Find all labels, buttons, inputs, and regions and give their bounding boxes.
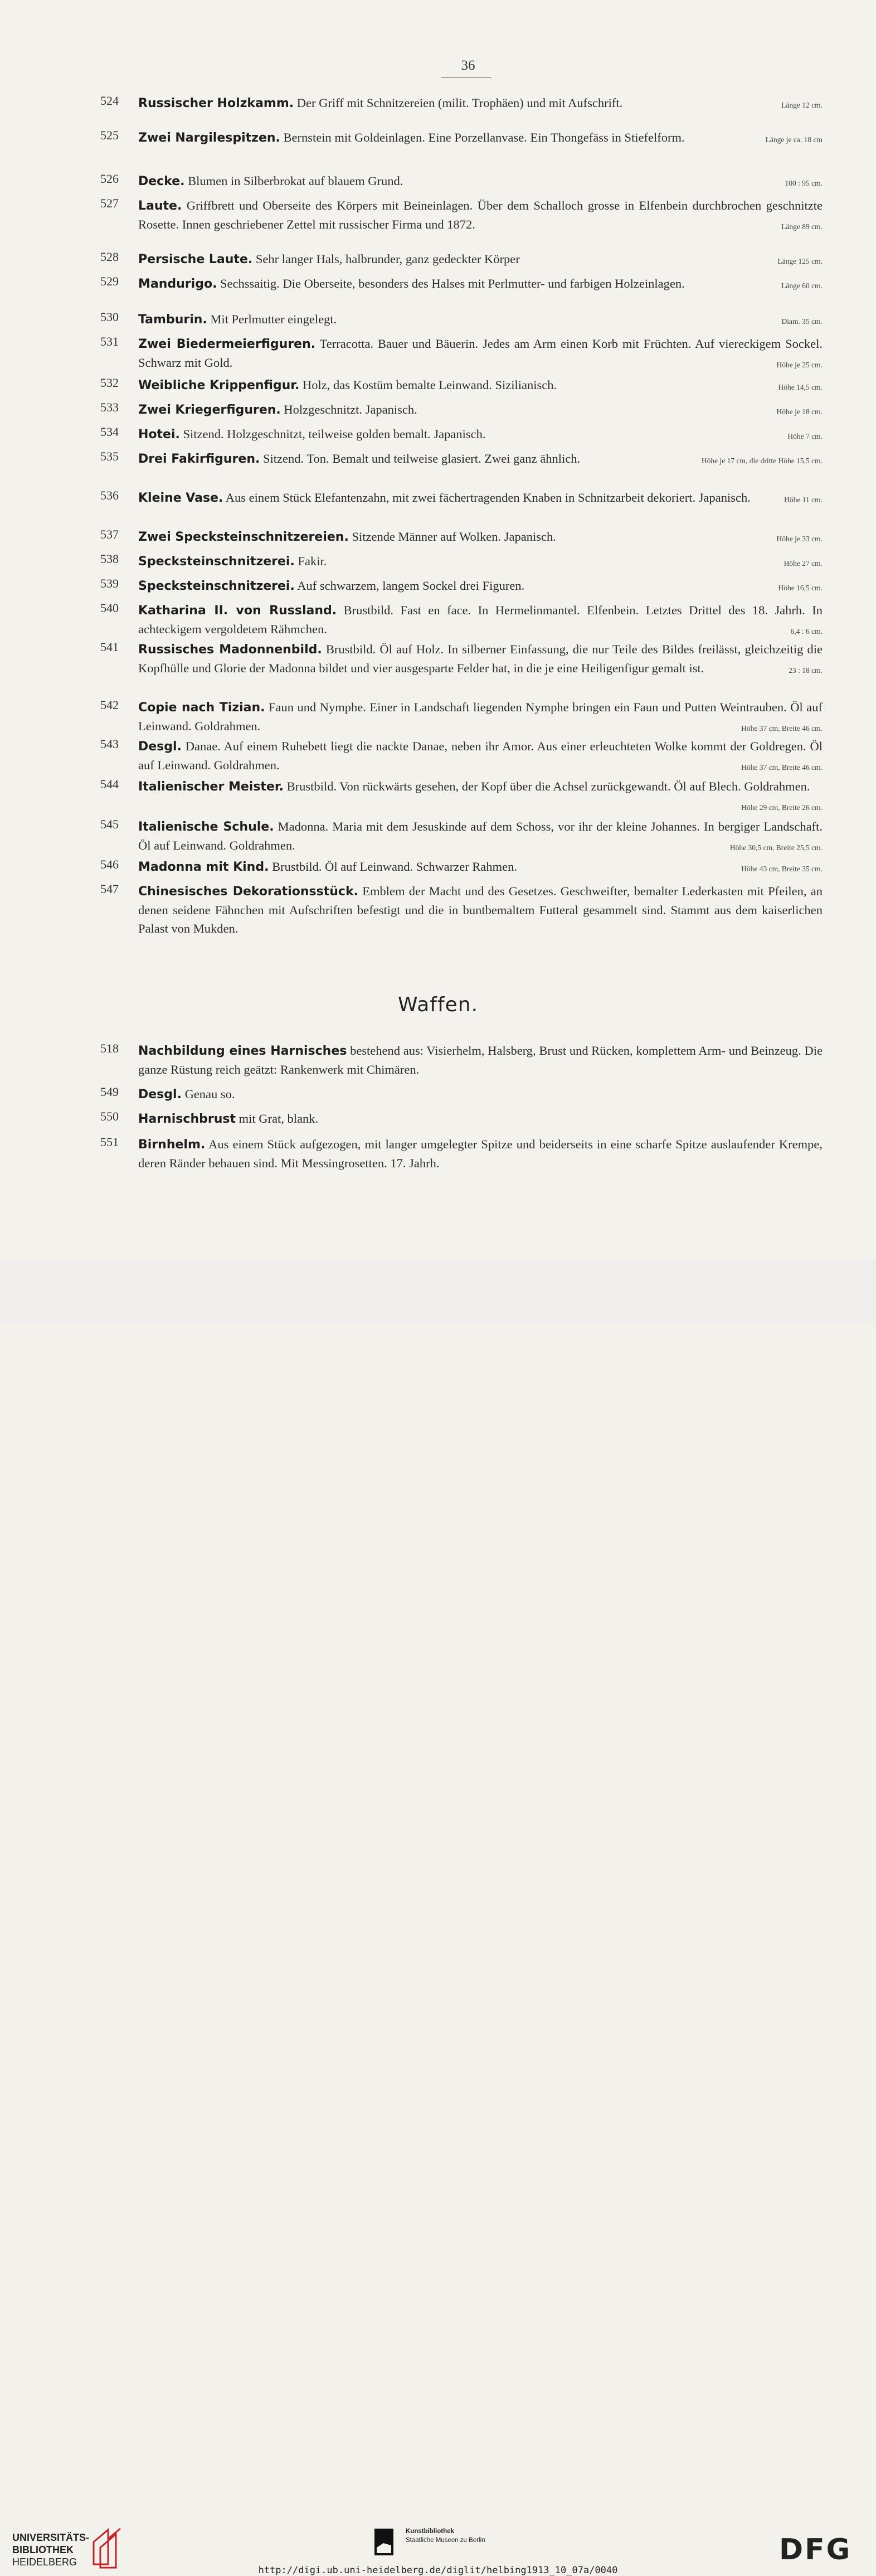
entry-body — [138, 552, 823, 571]
entry-number: 528 — [100, 250, 119, 264]
entry-title: Zwei Specksteinschnitzereien. — [138, 530, 349, 544]
entry-description: Madonna. Maria mit dem Jesuskinde auf dem Schoss, vor ihr der kleine Johannes. In bergiger Landschaft. Öl auf Leinwand. Goldrahmen. — [138, 819, 823, 852]
entry-body — [138, 250, 823, 269]
entry-body — [138, 376, 823, 395]
entry-number: 529 — [100, 274, 119, 288]
entry-number: 536 — [100, 488, 119, 502]
footer-bar — [0, 1260, 876, 2576]
catalog-entry — [100, 601, 823, 641]
entry-number: 543 — [100, 737, 119, 751]
entry-dimensions: Höhe 11 cm. — [784, 496, 823, 504]
entry-dimensions: Höhe 30,5 cm, Breite 25,5 cm. — [729, 843, 823, 852]
entry-dimensions: Höhe 16,5 cm. — [778, 584, 823, 592]
entry-description: Holz, das Kostüm bemalte Leinwand. Sizilianisch. — [299, 378, 557, 392]
entry-title: Specksteinschnitzerei. — [138, 579, 295, 593]
ub-line-1: UNIVERSITÄTS- — [12, 2532, 90, 2543]
entry-body — [138, 400, 823, 419]
entry-dimensions: 23 : 18 cm. — [789, 666, 823, 675]
entry-dimensions: Höhe 7 cm. — [787, 432, 823, 440]
entry-number: 547 — [100, 882, 119, 896]
kunstbibliothek-logo-icon[interactable] — [374, 2529, 393, 2555]
entry-description: Blumen in Silberbrokat auf blauem Grund. — [184, 174, 403, 188]
entry-description: Terracotta. Bauer und Bäuerin. Jedes am Arm einen Korb mit Früchten. Auf viereckigem Sockel. Schwarz mit Gold. — [138, 337, 823, 370]
entry-dimensions: Höhe 14,5 cm. — [778, 383, 823, 391]
catalog-entry — [100, 425, 823, 445]
entry-dimensions: Länge je ca. 18 cm — [765, 135, 823, 144]
entry-title: Zwei Kriegerfiguren. — [138, 403, 281, 417]
entry-body — [138, 274, 823, 293]
entry-body — [138, 1041, 823, 1079]
entry-body — [138, 777, 823, 812]
entry-body — [138, 737, 823, 774]
catalog-entry — [100, 334, 823, 374]
entry-title: Chinesisches Dekorationsstück. — [138, 885, 358, 899]
kb-line-1: Kunstbibliothek — [406, 2528, 454, 2535]
entry-description: Aus einem Stück aufgezogen, mit langer umgelegter Spitze und beiderseits in eine scharfe Spitze auslaufender Krempe, deren Ränder behauen sind. Mit Messingrosetten. 17. Jahrh. — [138, 1137, 823, 1170]
entry-dimensions: Länge 60 cm. — [781, 282, 823, 290]
entry-title: Russisches Madonnenbild. — [138, 643, 322, 657]
entry-title: Mandurigo. — [138, 277, 217, 291]
entry-description: Fakir. — [294, 554, 327, 568]
entry-description: Griffbrett und Oberseite des Körpers mit Beineinlagen. Über dem Schalloch grosse in Elfenbein durchbrochen geschnitzte Rosette. Innen geschriebener Zettel mit russischer Firma und 1872. — [138, 198, 823, 231]
entry-body — [138, 449, 823, 468]
entry-body — [138, 882, 823, 938]
entry-title: Nachbildung eines Harnisches — [138, 1044, 347, 1058]
entry-body — [138, 196, 823, 234]
catalog-entry — [100, 274, 823, 295]
catalog-entry — [100, 817, 823, 857]
entry-body — [138, 576, 823, 595]
catalog-entry — [100, 527, 823, 548]
permalink-url[interactable]: http://digi.ub.uni-heidelberg.de/diglit/helbing1913_10_07a/0040 — [258, 2565, 618, 2576]
entry-number: 527 — [100, 196, 119, 210]
entry-description: Bernstein mit Goldeinlagen. Eine Porzellanvase. Ein Thongefäss in Stiefelform. — [280, 130, 685, 144]
entry-dimensions: Länge 12 cm. — [781, 101, 823, 109]
entry-description: Der Griff mit Schnitzereien (milit. Trophäen) und mit Aufschrift. — [294, 96, 623, 110]
entry-description: Brustbild. Öl auf Holz. In silberner Einfassung, die nur Teile des Bildes freilässt, gleichzeitig die Kopfhülle und Glorie der Madonna bildet und vier ausgesparte Felder hat, in die je eine Heiligenfigur gemalt ist. — [138, 642, 823, 675]
entry-body — [138, 601, 823, 638]
entry-description: Brustbild. Von rückwärts gesehen, der Kopf über die Achsel zurückgewandt. Öl auf Blech. Goldrahmen. — [283, 779, 810, 793]
entry-number: 551 — [100, 1135, 119, 1149]
catalog-entry — [100, 698, 823, 738]
entry-title: Tamburin. — [138, 313, 207, 327]
entry-dimensions: Diam. 35 cm. — [781, 317, 823, 326]
entry-number: 532 — [100, 376, 119, 390]
ub-line-3: HEIDELBERG — [12, 2556, 77, 2568]
entry-number: 546 — [100, 857, 119, 871]
entry-description: Aus einem Stück Elefantenzahn, mit zwei fächertragenden Knaben in Schnitzarbeit dekoriert. Japanisch. — [223, 491, 751, 504]
catalog-entry — [100, 310, 823, 331]
entry-body — [138, 425, 823, 444]
entry-dimensions: Höhe 27 cm. — [783, 559, 823, 567]
entry-description: mit Grat, blank. — [235, 1112, 319, 1126]
entry-number: 545 — [100, 817, 119, 831]
entry-number: 544 — [100, 777, 119, 791]
entry-number: 538 — [100, 552, 119, 566]
entry-title: Italienische Schule. — [138, 820, 274, 834]
catalog-entry — [100, 737, 823, 777]
entry-title: Birnhelm. — [138, 1138, 206, 1152]
entry-title: Specksteinschnitzerei. — [138, 555, 295, 569]
entry-description: Sechssaitig. Die Oberseite, besonders des Halses mit Perlmutter- und farbigen Holzeinlagen. — [217, 276, 685, 290]
entry-number: 539 — [100, 576, 119, 590]
entry-dimensions: Höhe 29 cm, Breite 26 cm. — [741, 803, 823, 812]
entry-number: 518 — [100, 1041, 119, 1055]
entry-description: Brustbild. Fast en face. In Hermelinmantel. Elfenbein. Letztes Drittel des 18. Jahrh. In achteckigem vergoldetem Rähmchen. — [138, 603, 823, 636]
entry-description: Sitzend. Holzgeschnitzt, teilweise golden bemalt. Japanisch. — [179, 427, 486, 441]
entry-body — [138, 640, 823, 677]
catalog-entry — [100, 1109, 823, 1128]
catalog-entry — [100, 576, 823, 597]
entry-dimensions: Höhe 43 cm, Breite 35 cm. — [741, 865, 823, 873]
entry-body — [138, 1109, 823, 1128]
catalog-entry — [100, 128, 823, 149]
catalog-entry — [100, 250, 823, 270]
entry-title: Weibliche Krippenfigur. — [138, 379, 300, 392]
entry-description: Sitzend. Ton. Bemalt und teilweise glasiert. Zwei ganz ähnlich. — [260, 452, 581, 465]
catalog-entry — [100, 777, 823, 817]
entry-title: Drei Fakirfiguren. — [138, 452, 260, 466]
entry-body — [138, 817, 823, 855]
entry-title: Decke. — [138, 174, 185, 188]
ub-line-2: BIBLIOTHEK — [12, 2544, 74, 2555]
entry-description: Mit Perlmutter eingelegt. — [207, 312, 337, 326]
entry-title: Laute. — [138, 199, 182, 213]
entry-title: Russischer Holzkamm. — [138, 96, 294, 110]
catalog-entry — [100, 882, 823, 938]
entry-dimensions: Höhe je 18 cm. — [776, 407, 823, 416]
entry-number: 524 — [100, 94, 119, 108]
entry-number: 530 — [100, 310, 119, 324]
entry-title: Copie nach Tizian. — [138, 701, 265, 715]
entry-description: Brustbild. Öl auf Leinwand. Schwarzer Rahmen. — [269, 860, 517, 874]
entry-title: Desgl. — [138, 740, 182, 754]
entry-number: 541 — [100, 640, 119, 654]
scanned-page — [0, 0, 876, 1260]
entry-number: 534 — [100, 425, 119, 439]
catalog-entry — [100, 172, 823, 192]
ub-heidelberg-logo-icon[interactable] — [89, 2525, 123, 2570]
entry-dimensions: Länge 89 cm. — [781, 222, 823, 231]
entry-body — [138, 172, 823, 191]
entry-body — [138, 857, 823, 876]
entry-number: 542 — [100, 698, 119, 712]
catalog-entry — [100, 1135, 823, 1172]
entry-number: 549 — [100, 1085, 119, 1099]
entry-title: Italienischer Meister. — [138, 780, 284, 794]
entry-description: Genau so. — [181, 1087, 235, 1101]
section-heading: Waffen. — [397, 993, 479, 1016]
entry-dimensions: Höhe je 25 cm. — [776, 361, 823, 369]
catalog-entry — [100, 196, 823, 236]
entry-dimensions: 6,4 : 6 cm. — [790, 627, 823, 635]
entry-body — [138, 94, 823, 113]
entry-number: 535 — [100, 449, 119, 463]
entry-title: Harnischbrust — [138, 1112, 236, 1126]
entry-dimensions: 100 : 95 cm. — [785, 179, 823, 187]
entry-body — [138, 310, 823, 329]
entry-title: Kleine Vase. — [138, 491, 223, 505]
entry-description: Sehr langer Hals, halbrunder, ganz gedeckter Körper — [252, 252, 520, 266]
catalog-entry — [100, 552, 823, 573]
catalog-entry — [100, 857, 823, 878]
catalog-entry — [100, 449, 823, 470]
entry-body — [138, 527, 823, 546]
entry-body — [138, 698, 823, 735]
kb-line-2: Staatliche Museen zu Berlin — [406, 2537, 485, 2544]
catalog-entry — [100, 1085, 823, 1104]
catalog-entry — [100, 1041, 823, 1079]
catalog-entry — [100, 94, 823, 114]
entry-number: 525 — [100, 128, 119, 142]
page-number: 36 — [461, 58, 475, 73]
entry-description: Emblem der Macht und des Gesetzes. Geschweifter, bemalter Lederkasten mit Pfeilen, an denen seidene Fähnchen mit Aufschriften befestigt und die in buntbemaltem Futteral gesammelt sind. Stammt aus dem kaiserlichen Palast von Mukden. — [138, 884, 823, 935]
entry-title: Desgl. — [138, 1088, 182, 1102]
entry-dimensions: Höhe 37 cm, Breite 46 cm. — [741, 724, 823, 732]
entry-description: Auf schwarzem, langem Sockel drei Figuren. — [294, 579, 525, 593]
entry-dimensions: Höhe je 17 cm, die dritte Höhe 15,5 cm. — [701, 457, 823, 465]
entry-body — [138, 334, 823, 372]
entry-title: Madonna mit Kind. — [138, 860, 269, 874]
entry-dimensions: Höhe 37 cm, Breite 46 cm. — [741, 763, 823, 772]
entry-dimensions: Höhe je 33 cm. — [776, 535, 823, 543]
dfg-logo[interactable]: DFG — [779, 2533, 852, 2567]
entry-number: 540 — [100, 601, 119, 615]
entry-description: bestehend aus: Visierhelm, Halsberg, Brust und Rücken, komplettem Arm- und Beinzeug. Die ganze Rüstung reich geätzt: Rankenwerk mit Chimären. — [138, 1044, 823, 1076]
entry-description: Faun und Nymphe. Einer in Landschaft liegenden Nymphe bringen ein Faun und Putten Weintrauben. Öl auf Leinwand. Goldrahmen. — [138, 700, 823, 733]
entry-description: Danae. Auf einem Ruhebett liegt die nackte Danae, neben ihr Amor. Aus einer erleuchteten Wolke kommt der Goldregen. Öl auf Leinwand. Goldrahmen. — [138, 739, 823, 772]
entry-title: Hotei. — [138, 428, 180, 442]
entry-number: 531 — [100, 334, 119, 348]
catalog-entry — [100, 640, 823, 680]
kunstbibliothek-text — [406, 2527, 485, 2545]
entry-title: Persische Laute. — [138, 253, 253, 266]
entry-number: 537 — [100, 527, 119, 541]
entry-title: Katharina II. von Russland. — [138, 604, 337, 618]
entry-description: Sitzende Männer auf Wolken. Japanisch. — [348, 530, 556, 544]
entry-number: 550 — [100, 1109, 119, 1123]
entry-dimensions: Länge 125 cm. — [777, 257, 823, 265]
entry-body — [138, 488, 823, 507]
entry-number: 533 — [100, 400, 119, 414]
entry-body — [138, 1135, 823, 1172]
entry-description: Holzgeschnitzt. Japanisch. — [280, 402, 417, 416]
entry-number: 526 — [100, 172, 119, 186]
catalog-entry — [100, 400, 823, 421]
entry-title: Zwei Nargilespitzen. — [138, 131, 280, 145]
entry-body — [138, 1085, 823, 1104]
catalog-entry — [100, 488, 823, 509]
entry-body — [138, 128, 823, 147]
entry-title: Zwei Biedermeierfiguren. — [138, 337, 316, 351]
ub-heidelberg-logo-text[interactable] — [12, 2531, 89, 2568]
catalog-entry — [100, 376, 823, 396]
